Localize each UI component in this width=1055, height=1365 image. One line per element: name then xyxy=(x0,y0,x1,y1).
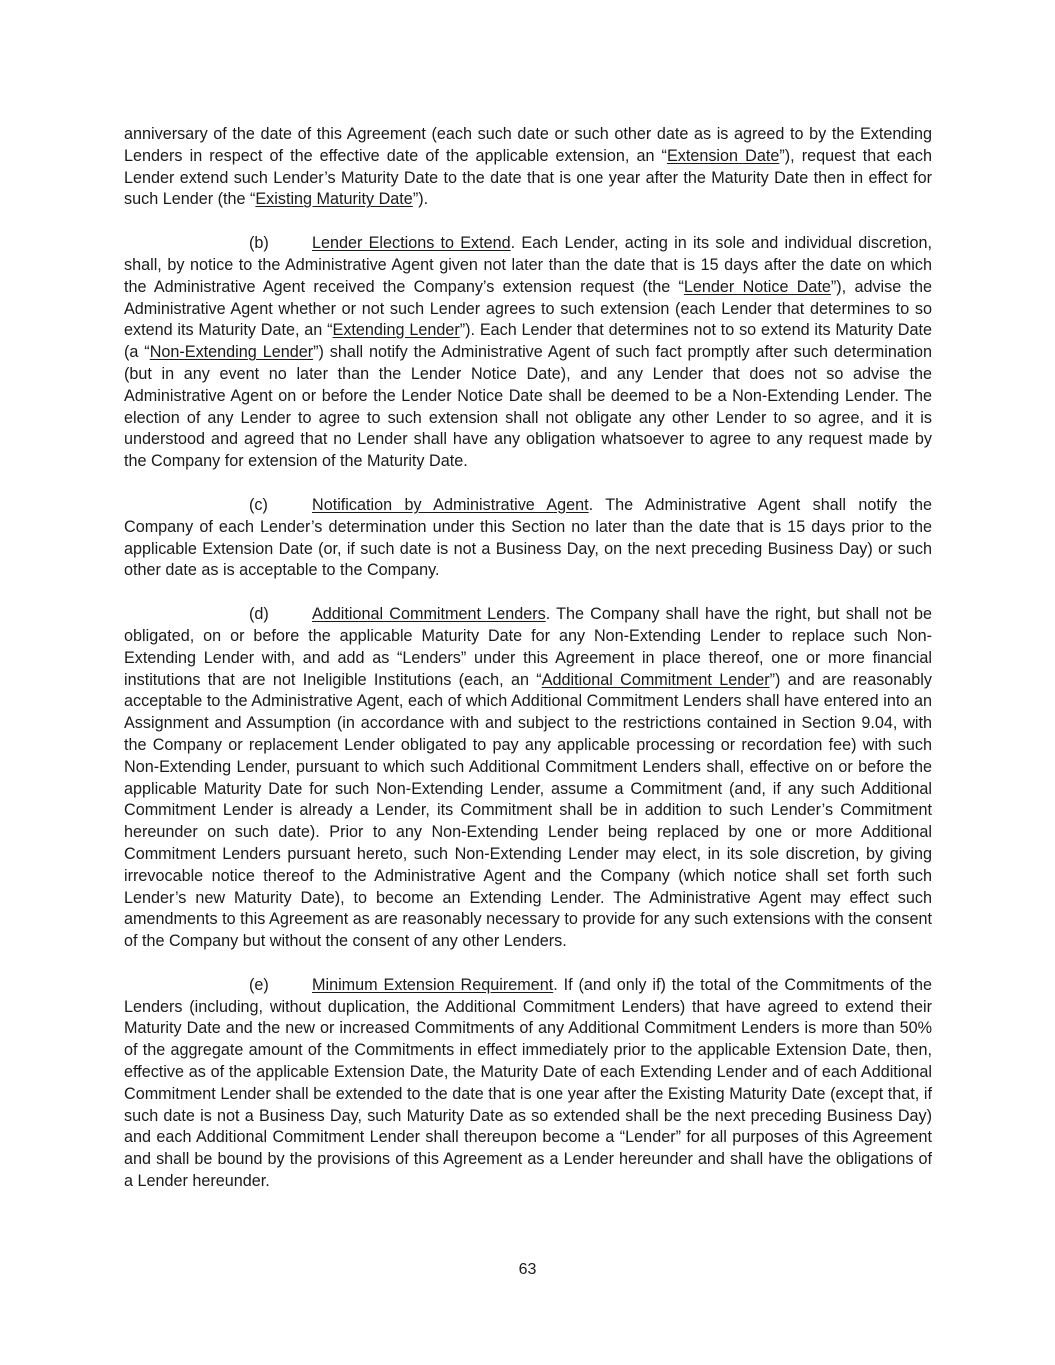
paragraph-b-text-3: ”). Each Lender that determines not to so extend its Maturity Date (a “ xyxy=(124,321,932,362)
paragraph-d-label: (d) xyxy=(249,605,269,624)
defined-term-lender-notice-date: Lender Notice Date xyxy=(683,277,831,296)
defined-term-additional-commitment-lender: Additional Commitment Lender xyxy=(541,670,770,689)
paragraph-b-label: (b) xyxy=(249,234,269,253)
paragraph-e-text-1: . If (and only if) the total of the Commitments of the Lenders (including, without duplication, the Additional Commitment Lenders) that have agreed to extend their Maturity Date and the new or increased Commitments of any Additional Commitment Lenders is more than 50% of the aggregate amount of the Commitments in effect immediately prior to the applicable Extension Date, then, effective as of the applicable Extension Date, the Maturity Date of each Extending Lender and of each Additional Commitment Lender shall be extended to the date that is one year after the Existing Maturity Date (except that, if such date is not a Business Day, such Maturity Date as so extended shall be the next preceding Business Day) and each Additional Commitment Lender shall thereupon become a “Lender” for all purposes of this Agreement and shall be bound by the provisions of this Agreement as a Lender hereunder and shall have the obligations of a Lender hereunder. xyxy=(124,975,932,1191)
defined-term-extending-lender: Extending Lender xyxy=(332,321,460,340)
paragraph-d xyxy=(124,604,932,953)
paragraph-e-heading: Minimum Extension Requirement xyxy=(312,975,554,994)
paragraph-b-text-4: ”) shall notify the Administrative Agent of such fact promptly after such determination (but in any event no later than the Lender Notice Date), and any Lender that does not so advise the Administrative Agent on or before the Lender Notice Date shall be deemed to be a Non-Extending Lender. The election of any Lender to agree to such extension shall not obligate any other Lender to so agree, and it is understood and agreed that no Lender shall have any obligation whatsoever to agree to any request made by the Company for extension of the Maturity Date. xyxy=(124,343,932,471)
paragraph-b xyxy=(124,233,932,473)
paragraph-d-text-1: . The Company shall have the right, but shall not be obligated, on or before the applicable Maturity Date for any Non-Extending Lender to replace such Non-Extending Lender with, and add as “Lenders” under this Agreement in place thereof, one or more financial institutions that are not Ineligible Institutions (each, an “ xyxy=(124,605,932,689)
paragraph-c xyxy=(124,495,932,582)
paragraph-d-text-2: ”) and are reasonably acceptable to the Administrative Agent, each of which Additional Commitment Lenders shall have entered into an Assignment and Assumption (in accordance with and subject to the restrictions contained in Section 9.04, with the Company or replacement Lender obligated to pay any applicable processing or recordation fee) with such Non-Extending Lender, pursuant to which such Additional Commitment Lenders shall, effective on or before the applicable Maturity Date for such Non-Extending Lender, assume a Commitment (and, if any such Additional Commitment Lender is already a Lender, its Commitment shall be in addition to such Lender’s Commitment hereunder on such date). Prior to any Non-Extending Lender being replaced by one or more Additional Commitment Lenders pursuant hereto, such Non-Extending Lender may elect, in its sole discretion, by giving irrevocable notice thereof to the Administrative Agent and the Company (which notice shall set forth such Lender’s new Maturity Date), to become an Extending Lender. The Administrative Agent may effect such amendments to this Agreement as are reasonably necessary to provide for any such extensions with the consent of the Company but without the consent of any other Lenders. xyxy=(124,670,932,951)
paragraph-c-text-1: . The Administrative Agent shall notify the Company of each Lender’s determination under this Section no later than the date that is 15 days prior to the applicable Extension Date (or, if such date is not a Business Day, on the next preceding Business Day) or such other date as is acceptable to the Company. xyxy=(124,495,932,580)
paragraph-b-heading: Lender Elections to Extend xyxy=(312,234,511,253)
paragraph-e-label: (e) xyxy=(249,975,269,994)
paragraph-e xyxy=(124,975,932,1193)
intro-text-3: ”). xyxy=(412,190,429,209)
paragraph-d-heading: Additional Commitment Lenders xyxy=(312,605,546,624)
intro-text-2: ”), request that each Lender extend such Lender’s Maturity Date to the date that is one year after the Maturity Date then in effect for such Lender (the “ xyxy=(124,146,932,209)
paragraph-b-text-1: . Each Lender, acting in its sole and individual discretion, shall, by notice to the Administrative Agent given not later than the date that is 15 days after the date on which the Administrative Agent received the Company’s extension request (the “ xyxy=(124,234,932,296)
paragraph-intro xyxy=(124,124,932,211)
paragraph-b-text-2: ”), advise the Administrative Agent whether or not such Lender agrees to such extension (each Lender that determines to so extend its Maturity Date, an “ xyxy=(124,277,932,340)
defined-term-existing-maturity-date: Existing Maturity Date xyxy=(255,190,413,209)
document-body xyxy=(124,124,932,1193)
intro-text-1: anniversary of the date of this Agreement (each such date or such other date as is agreed to by the Extending Lenders in respect of the effective date of the applicable extension, an “ xyxy=(124,125,932,165)
paragraph-c-heading: Notification by Administrative Agent xyxy=(312,495,589,514)
paragraph-c-label: (c) xyxy=(249,495,268,514)
defined-term-extension-date: Extension Date xyxy=(666,146,780,165)
page-number: 63 xyxy=(518,1261,537,1278)
defined-term-non-extending-lender: Non-Extending Lender xyxy=(149,343,314,362)
